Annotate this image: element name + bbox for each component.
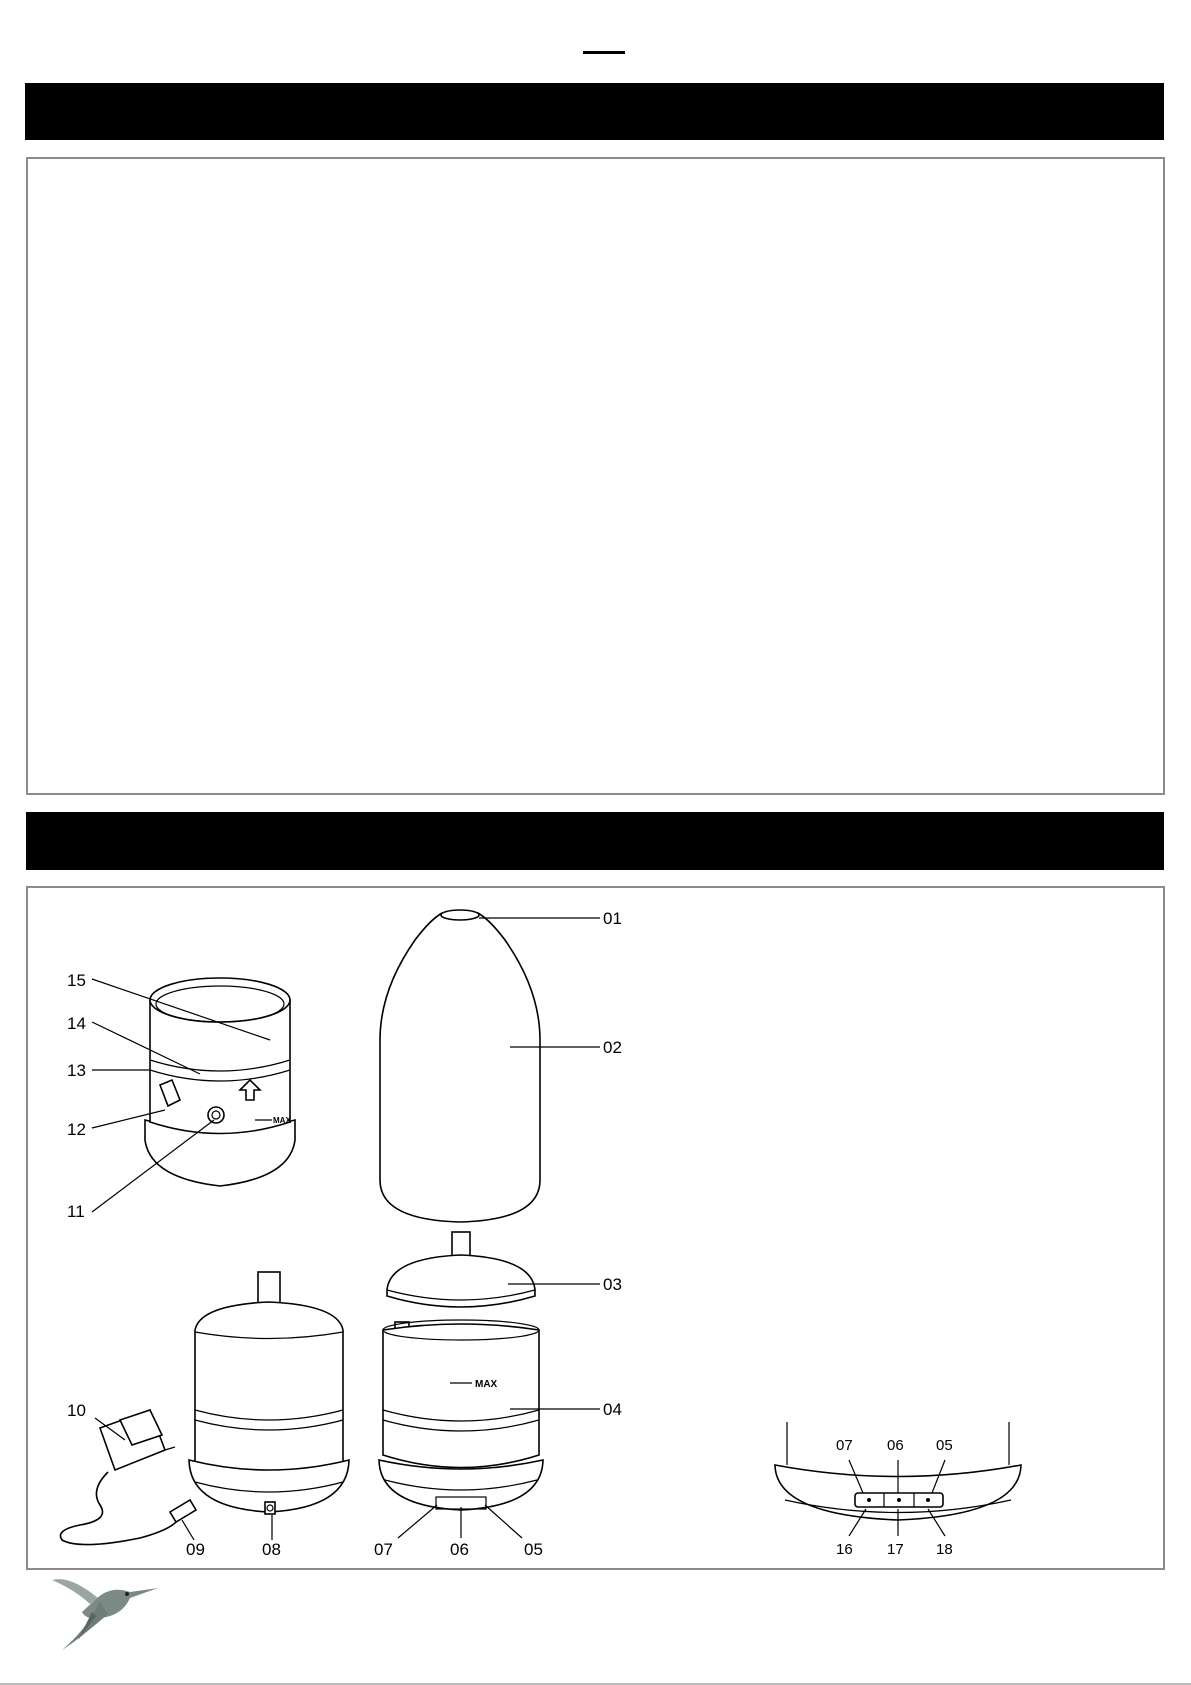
detail-callout-18: 18 — [936, 1541, 953, 1558]
callout-15: 15 — [67, 971, 86, 990]
water-tank-base — [379, 1320, 543, 1510]
inner-lid — [387, 1232, 535, 1307]
callout-09: 09 — [186, 1540, 205, 1559]
max-level-label-small: MAX — [273, 1116, 291, 1125]
detail-callout-06: 06 — [887, 1437, 904, 1454]
callout-06: 06 — [450, 1540, 469, 1559]
hummingbird-logo — [52, 1579, 158, 1650]
compact-unit — [189, 1272, 349, 1514]
callout-01: 01 — [603, 909, 622, 928]
callout-08: 08 — [262, 1540, 281, 1559]
callout-03: 03 — [603, 1275, 622, 1294]
max-level-label: MAX — [475, 1379, 498, 1390]
detail-callout-16: 16 — [836, 1541, 853, 1558]
power-adapter — [60, 1410, 196, 1545]
callout-10: 10 — [67, 1401, 86, 1420]
callout-14: 14 — [67, 1014, 86, 1033]
callout-11: 11 — [67, 1202, 85, 1221]
callout-12: 12 — [67, 1120, 86, 1139]
detail-callout-07: 07 — [836, 1437, 853, 1454]
detail-callout-17: 17 — [887, 1541, 904, 1558]
outer-cover — [380, 910, 540, 1222]
callout-05: 05 — [524, 1540, 543, 1559]
callout-02: 02 — [603, 1038, 622, 1057]
callout-07: 07 — [374, 1540, 393, 1559]
callout-04: 04 — [603, 1400, 622, 1419]
detail-callout-05: 05 — [936, 1437, 953, 1454]
callout-13: 13 — [67, 1061, 86, 1080]
